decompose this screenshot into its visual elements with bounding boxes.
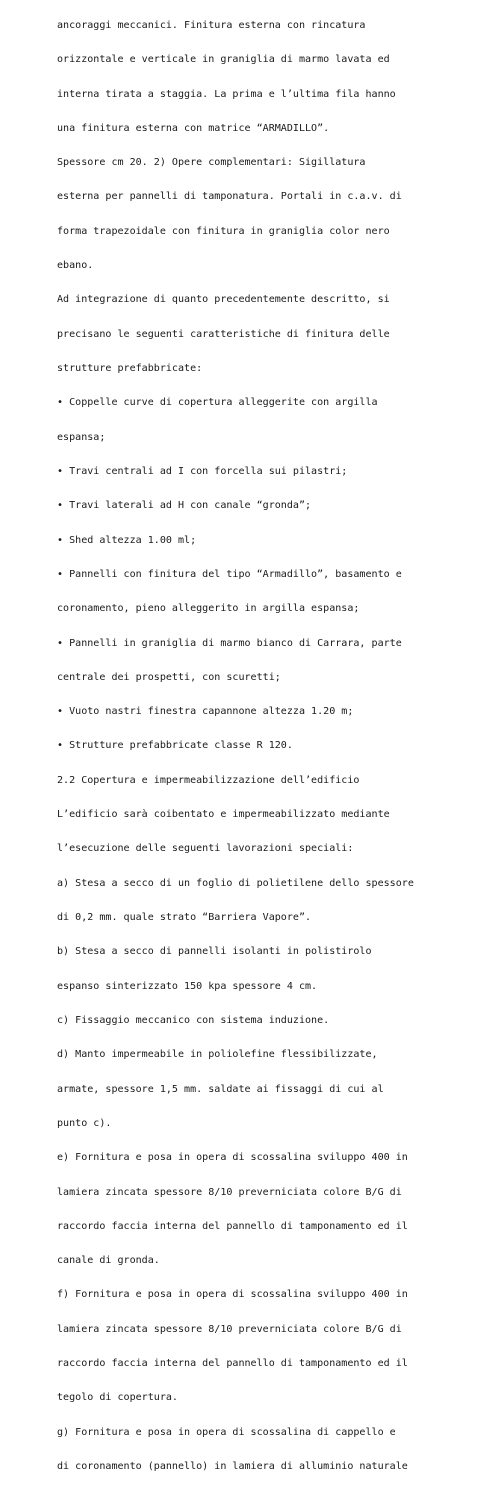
section-heading: 2.2 Copertura e impermeabilizzazione dell’edificio xyxy=(57,774,360,786)
text-line: raccordo faccia interna del pannello di tamponamento ed il xyxy=(57,1220,408,1232)
text-line: lamiera zincata spessore 8/10 preverniciata colore B/G di xyxy=(57,1186,402,1198)
text-line: raccordo faccia interna del pannello di tamponamento ed il xyxy=(57,1358,408,1370)
bullet-item: • Vuoto nastri finestra capannone altezza 1.20 m; xyxy=(57,706,354,718)
text-line: armate, spessore 1,5 mm. saldate ai fissaggi di cui al xyxy=(57,1083,384,1095)
text-line: canale di gronda. xyxy=(57,1255,160,1267)
bullet-item: • Shed altezza 1.00 ml; xyxy=(57,534,197,546)
list-item: a) Stesa a secco di un foglio di polietilene dello spessore xyxy=(57,877,414,889)
text-line: di coronamento (pannello) in lamiera di alluminio naturale xyxy=(57,1461,408,1472)
list-item: d) Manto impermeabile in poliolefine flessibilizzate, xyxy=(57,1049,378,1061)
text-line: coronamento, pieno alleggerito in argilla espansa; xyxy=(57,603,360,615)
list-item: g) Fornitura e posa in opera di scossalina di cappello e xyxy=(57,1426,396,1438)
text-line: L’edificio sarà coibentato e impermeabilizzato mediante xyxy=(57,809,390,821)
text-line: strutture prefabbricate: xyxy=(57,363,203,374)
text-line: una finitura esterna con matrice “ARMADILLO”. xyxy=(57,122,330,134)
text-line: esterna per pannelli di tamponatura. Portali in c.a.v. di xyxy=(57,191,402,203)
text-line: espansa; xyxy=(57,431,106,443)
text-line: tegolo di copertura. xyxy=(57,1392,178,1404)
text-line: ebano. xyxy=(57,260,94,272)
list-item: b) Stesa a secco di pannelli isolanti in polistirolo xyxy=(57,946,372,958)
bullet-item: • Pannelli con finitura del tipo “Armadillo”, basamento e xyxy=(57,568,402,580)
bullet-item: • Coppelle curve di copertura alleggerite con argilla xyxy=(57,397,378,409)
bullet-item: • Pannelli in graniglia di marmo bianco di Carrara, parte xyxy=(57,637,402,649)
text-line: ancoraggi meccanici. Finitura esterna con rincatura xyxy=(57,19,366,31)
text-line: punto c). xyxy=(57,1117,112,1129)
text-line: centrale dei prospetti, con scuretti; xyxy=(57,671,281,683)
list-item: f) Fornitura e posa in opera di scossalina sviluppo 400 in xyxy=(57,1289,408,1301)
text-line: Ad integrazione di quanto precedentemente descritto, si xyxy=(57,294,390,306)
text-line: orizzontale e verticale in graniglia di marmo lavata ed xyxy=(57,54,390,66)
list-item: c) Fissaggio meccanico con sistema induzione. xyxy=(57,1014,330,1026)
text-line: forma trapezoidale con finitura in graniglia color nero xyxy=(57,225,390,237)
document-body xyxy=(57,0,497,1495)
text-line: precisano le seguenti caratteristiche di finitura delle xyxy=(57,328,390,340)
bullet-item: • Travi laterali ad H con canale “gronda”; xyxy=(57,500,312,512)
text-line: lamiera zincata spessore 8/10 preverniciata colore B/G di xyxy=(57,1323,402,1335)
text-line: Spessore cm 20. 2) Opere complementari: Sigillatura xyxy=(57,157,366,169)
text-line: di 0,2 mm. quale strato “Barriera Vapore”. xyxy=(57,912,312,923)
bullet-item: • Travi centrali ad I con forcella sui pilastri; xyxy=(57,465,348,477)
list-item: e) Fornitura e posa in opera di scossalina sviluppo 400 in xyxy=(57,1152,408,1164)
text-line: espanso sinterizzato 150 kpa spessore 4 cm. xyxy=(57,980,318,992)
bullet-item: • Strutture prefabbricate classe R 120. xyxy=(57,740,293,752)
text-line: l’esecuzione delle seguenti lavorazioni speciali: xyxy=(57,843,354,855)
text-line: interna tirata a staggia. La prima e l’ultima fila hanno xyxy=(57,88,396,100)
